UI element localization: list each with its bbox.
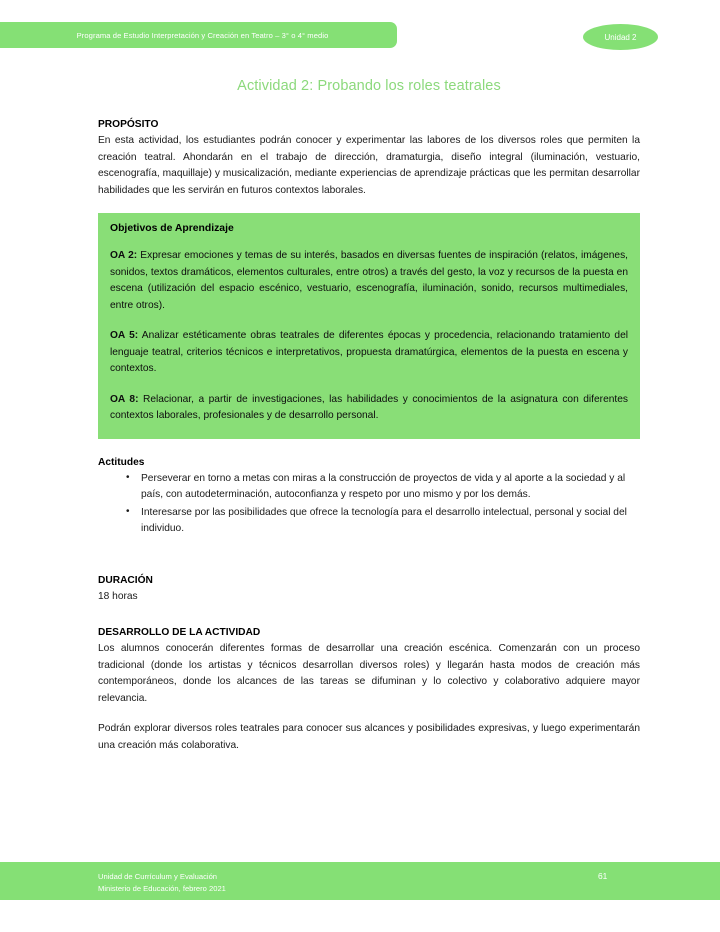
- oa-text: Relacionar, a partir de investigaciones, las habilidades y conocimientos de la asignatura con diferentes contextos laborales, profesionales y de desarrollo personal.: [110, 393, 628, 422]
- actitudes-list: [98, 471, 640, 538]
- duracion-text: 18 horas: [98, 590, 138, 602]
- footer-line-1: Unidad de Currículum y Evaluación: [98, 872, 218, 881]
- learning-objective-item: [110, 328, 628, 378]
- section-proposito: [98, 119, 640, 199]
- list-item: • Interesarse por las posibilidades que ofrece la tecnología para el desarrollo intelectual, personal y social del individuo.: [98, 505, 640, 538]
- unit-badge-label: Unidad 2: [604, 32, 637, 42]
- desarrollo-heading: DESARROLLO DE LA ACTIVIDAD: [98, 627, 261, 639]
- header-banner: [0, 22, 397, 48]
- page-header: [0, 0, 720, 62]
- learning-objective-item: [110, 392, 628, 425]
- desarrollo-paragraph-1: Los alumnos conocerán diferentes formas de desarrollar una creación escénica. Comenzarán con un proceso tradicional (donde los artistas y técnicos desarrollan diversos roles) y llegarán hasta modos de creación más contemporáneos, donde los alcances de las tareas se difuminan y lo colectivo y colaborativo adquiere mayor relevancia.: [98, 643, 640, 704]
- unit-badge: [583, 24, 658, 50]
- learning-objective-item: [110, 248, 628, 314]
- footer-line-2: Ministerio de Educación, febrero 2021: [98, 883, 226, 893]
- footer-organization: [98, 871, 226, 894]
- spacer: [98, 605, 640, 627]
- page-footer: [0, 862, 720, 900]
- proposito-heading: PROPÓSITO: [98, 119, 159, 130]
- spacer: [98, 199, 640, 213]
- oa-code: OA 8:: [110, 393, 139, 405]
- header-banner-text: Programa de Estudio Interpretación y Creación en Teatro – 3° o 4° medio: [76, 30, 329, 40]
- document-content: [98, 78, 640, 754]
- learning-objectives-title: Objetivos de Aprendizaje: [110, 223, 234, 235]
- spacer: [98, 707, 640, 721]
- oa-code: OA 5:: [110, 330, 139, 342]
- section-duracion: [98, 575, 640, 606]
- oa-text: Analizar estéticamente obras teatrales de diferentes épocas y procedencia, relacionando tratamiento del lenguaje teatral, criterios técnicos e interpretativos, propuesta dramatúrgica, elementos de la puesta en escena y contextos.: [110, 330, 629, 375]
- duracion-heading: DURACIÓN: [98, 574, 153, 586]
- section-desarrollo: [98, 627, 640, 754]
- section-actitudes: [98, 457, 640, 538]
- spacer: [98, 539, 640, 575]
- proposito-text: En esta actividad, los estudiantes podrán conocer y experimentar las labores de los diversos roles que permiten la creación teatral. Ahondarán en el trabajo de dirección, dramaturgia, diseño integral (iluminación, vestuario, escenografía, maquillaje) y musicalización, mediante experiencias de aprendizaje prácticas que les permitan desarrollar habilidades que les servirán en futuros contextos laborales.: [98, 135, 640, 196]
- desarrollo-paragraph-2: Podrán explorar diversos roles teatrales para conocer sus alcances y posibilidades expresivas, y luego experimentarán una creación más colaborativa.: [98, 723, 640, 751]
- oa-code: OA 2:: [110, 250, 138, 262]
- learning-objectives-box: [98, 213, 640, 439]
- page-title: Actividad 2: Probando los roles teatrales: [237, 78, 501, 94]
- list-item: • Perseverar en torno a metas con miras a la construcción de proyectos de vida y al aporte a la sociedad y al país, con autodeterminación, autoconfianza y respeto por uno mismo y por los demás.: [98, 471, 640, 504]
- actitudes-heading: Actitudes: [98, 456, 145, 468]
- page-number: 61: [598, 871, 608, 881]
- oa-text: Expresar emociones y temas de su interés, basados en diversas fuentes de inspiración (relatos, imágenes, sonidos, textos dramáticos, elementos culturales, entre otros) a través del gesto, la voz y recursos de la puesta en escena (utilización del espacio escénico, vestuario, escenografía, iluminación, sonido, recursos multimediales, entre otros).: [110, 250, 629, 311]
